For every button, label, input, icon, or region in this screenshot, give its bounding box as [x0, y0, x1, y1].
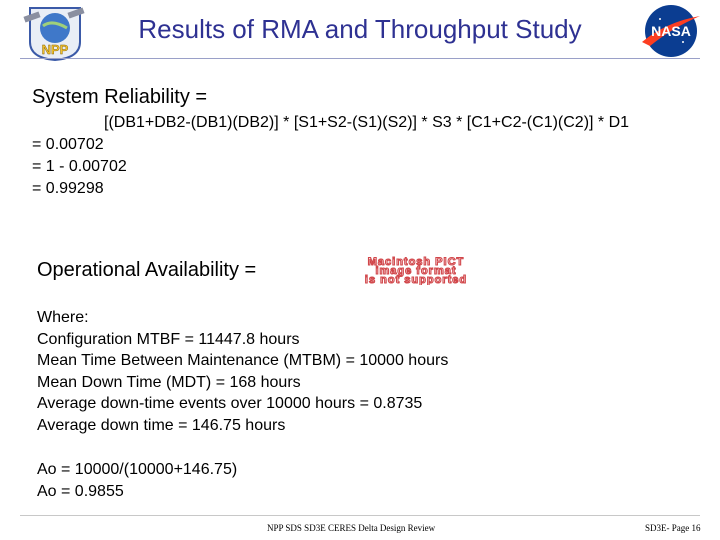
ao-result: Ao = 10000/(10000+146.75) [37, 461, 238, 478]
reliability-step: = 0.00702 [32, 136, 104, 153]
definition-line: Configuration MTBF = 11447.8 hours [37, 331, 300, 348]
slide-title: Results of RMA and Throughput Study [138, 14, 582, 44]
placeholder-line: image format [375, 265, 457, 277]
reliability-step: = 0.99298 [32, 180, 104, 197]
definition-line: Average down time = 146.75 hours [37, 417, 286, 434]
placeholder-line: is not supported [364, 274, 468, 285]
reliability-step: = 1 - 0.00702 [32, 158, 127, 175]
npp-logo-text: NPP [41, 42, 69, 57]
unsupported-image-placeholder [328, 255, 504, 285]
where-label: Where: [37, 309, 89, 326]
reliability-formula: [(DB1+DB2-(DB1)(DB2)] * [S1+S2-(S1)(S2)] * S3 * [C1+C2-(C1)(C2)] * D1 [104, 114, 630, 131]
footer-center: NPP SDS SD3E CERES Delta Design Review [267, 523, 436, 533]
title-divider [20, 58, 700, 59]
nasa-logo [636, 2, 706, 60]
placeholder-line: Macintosh PICT [367, 256, 465, 268]
ao-result: Ao = 0.9855 [37, 483, 124, 500]
npp-logo [22, 2, 88, 62]
page-number: SD3E- Page 16 [645, 523, 701, 533]
nasa-logo-text: NASA [651, 23, 691, 39]
definition-line: Mean Down Time (MDT) = 168 hours [37, 374, 301, 391]
definition-line: Mean Time Between Maintenance (MTBM) = 10000 hours [37, 352, 449, 369]
reliability-heading: System Reliability = [32, 86, 208, 108]
definition-line: Average down-time events over 10000 hours = 0.8735 [37, 395, 423, 412]
footer-divider [20, 515, 700, 516]
availability-heading: Operational Availability = [37, 259, 257, 281]
